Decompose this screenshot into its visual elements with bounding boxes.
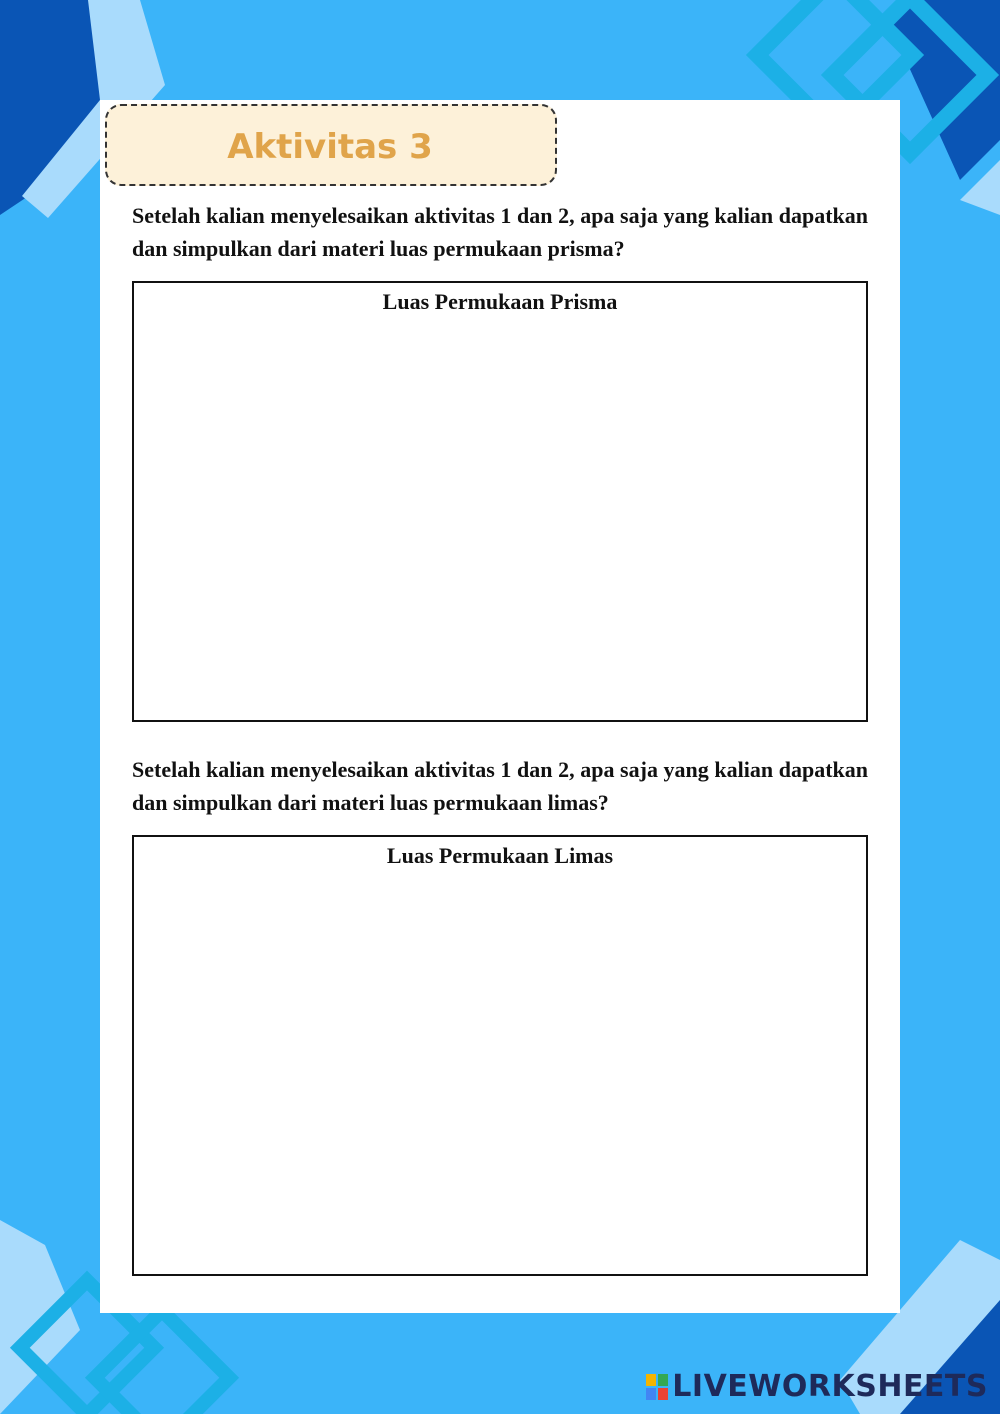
answer-box-title: Luas Permukaan Limas — [386, 843, 614, 868]
activity-title: Aktivitas 3 — [227, 127, 433, 167]
answer-box-title: Luas Permukaan Prisma — [382, 289, 618, 314]
liveworksheets-logo-icon — [646, 1374, 668, 1400]
answer-box-prisma[interactable] — [132, 281, 868, 722]
answer-input-area[interactable] — [144, 881, 856, 1264]
question-prisma: Setelah kalian menyelesaikan aktivitas 1 dan 2, apa saja yang kalian dapatkan dan simpulkan dari materi luas permukaan prisma? — [132, 203, 868, 261]
answer-box-limas[interactable] — [132, 835, 868, 1276]
answer-input-area[interactable] — [144, 327, 856, 710]
brand-name: LIVEWORKSHEETS — [672, 1369, 988, 1404]
liveworksheets-brand — [646, 1369, 988, 1404]
activity-title-banner — [105, 104, 557, 186]
question-limas: Setelah kalian menyelesaikan aktivitas 1 dan 2, apa saja yang kalian dapatkan dan simpulkan dari materi luas permukaan limas? — [132, 757, 868, 815]
